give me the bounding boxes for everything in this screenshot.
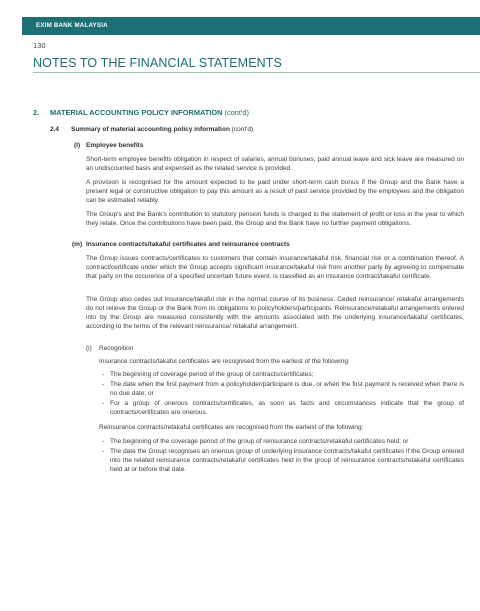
item-l-title: Employee benefits	[86, 142, 144, 149]
sub-i-number: (i)	[86, 345, 92, 352]
bank-name: EXIM BANK MALAYSIA	[36, 22, 108, 29]
subsection-cont: (cont'd)	[231, 126, 254, 133]
list-item	[102, 380, 464, 398]
list-item-text: The beginning of the coverage period of the group of reinsurance contracts/retakaful certificates held; or	[110, 438, 409, 445]
item-l-number: (l)	[74, 142, 81, 149]
list-item	[102, 370, 464, 379]
item-m-title: Insurance contracts/takaful certificates and reinsurance contracts	[86, 241, 290, 248]
page-title: NOTES TO THE FINANCIAL STATEMENTS	[33, 56, 282, 70]
bullet-dash: -	[102, 438, 105, 445]
title-divider	[33, 72, 480, 73]
section-title: MATERIAL ACCOUNTING POLICY INFORMATION	[50, 108, 223, 117]
item-m-paragraph: The Group also cedes out insurance/takaful risk in the normal course of its business. Ceded reinsurance/ retakaful arrangements do not relieve the Group or the Bank from its obligations to policyholders/participants. Reinsurance/retakaful arrangements entered into by the Group are measured consistently with the amounts associated with the underlying insurance/takaful certificates, according to the terms of the relevant reinsurance/ retakaful arrangement.	[86, 296, 464, 331]
section-number: 2.	[33, 108, 40, 117]
item-l-paragraph: Short-term employee benefits obligation in respect of salaries, annual bonuses, paid annual leave and sick leave are measured on an undiscounted basis and expensed as the related service is provided.	[86, 156, 464, 173]
item-l-paragraph: The Group's and the Bank's contribution to statutory pension funds is charged to the statement of profit or loss in the year to which they relate. Once the contributions have been paid, the Group and the Bank have no further payment obligations.	[86, 211, 464, 228]
subsection-number: 2.4	[50, 126, 60, 133]
list-item-text: For a group of onerous contracts/certificates, as soon as facts and circumstances indicate that the group of contracts/certificates are onerous.	[110, 400, 464, 417]
subsection-heading	[71, 126, 253, 133]
section-heading	[50, 108, 249, 117]
list-item-text: The date the Group recognises an onerous group of underlying insurance contracts/takaful certificates if the Group entered into the related reinsurance contracts/retakaful certificates held in the group of reinsurance contracts/retakaful certificates held at or before that date.	[110, 448, 464, 474]
list-item	[102, 399, 464, 417]
list-item	[102, 437, 464, 446]
bullet-dash: -	[102, 371, 105, 378]
item-m-number: (m)	[72, 241, 83, 248]
recognition-intro: Reinsurance contracts/retakaful certificates are recognised from the earliest of the following:	[99, 424, 364, 431]
header-bar	[22, 17, 480, 35]
list-item-text: The date when the first payment from a policyholder/participant is due, or when the first payment is received when there is no due date; or	[110, 381, 464, 398]
page-number: 130	[33, 41, 46, 50]
item-l-paragraph: A provision is recognised for the amount expected to be paid under short-term cash bonus if the Group and the Bank have a present legal or constructive obligation to pay this amount as a result of past service provided by the employees and the obligation can be estimated reliably.	[86, 179, 464, 205]
bullet-dash: -	[102, 448, 105, 455]
bullet-dash: -	[102, 381, 105, 388]
recognition-intro: Insurance contracts/takaful certificates are recognised from the earliest of the following:	[99, 358, 350, 365]
sub-i-title: Recognition	[99, 345, 134, 352]
list-item-text: The beginning of coverage period of the group of contracts/certificates;	[110, 371, 314, 378]
list-item	[102, 447, 464, 474]
bullet-dash: -	[102, 400, 105, 407]
section-cont: (cont'd)	[224, 108, 249, 117]
subsection-title: Summary of material accounting policy information	[71, 126, 230, 133]
item-m-paragraph: The Group issues contracts/certificates to customers that contain insurance/takaful risk, financial risk or a combination thereof. A contract/certificate under which the Group accepts significant insurance/takaful risk from another party by agreeing to compensate that party on the occurence of a specified uncertain future event, is classified as an insurance contract/takaful certificate.	[86, 255, 464, 281]
